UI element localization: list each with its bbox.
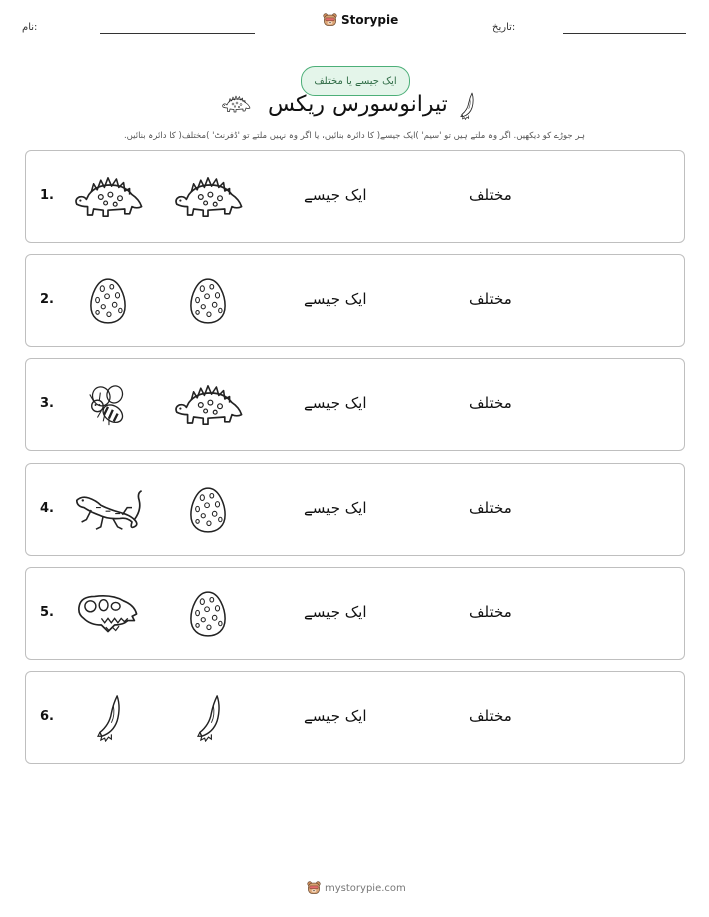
storypie-bear-icon: [323, 13, 337, 27]
question-row: [25, 463, 685, 556]
bee-icon: [84, 381, 132, 429]
stegosaurus-icon: [221, 93, 251, 115]
lizard-icon: [72, 486, 144, 534]
different-option[interactable]: مختلف: [469, 498, 512, 517]
question-row: [25, 567, 685, 660]
same-option[interactable]: ایک جیسے: [304, 185, 367, 204]
question-number: 5.: [40, 604, 54, 620]
name-line[interactable]: [100, 33, 255, 34]
name-label: نام:: [22, 22, 38, 33]
egg-icon: [189, 486, 227, 534]
date-label: تاریخ:: [492, 22, 516, 33]
question-number: 4.: [40, 500, 54, 516]
question-number: 2.: [40, 291, 54, 307]
egg-icon: [89, 277, 127, 325]
question-number: 6.: [40, 708, 54, 724]
same-option[interactable]: ایک جیسے: [304, 602, 367, 621]
claw-icon: [94, 694, 123, 742]
footer-url[interactable]: mystorypie.com: [325, 882, 406, 894]
question-number: 1.: [40, 187, 54, 203]
same-option[interactable]: ایک جیسے: [304, 393, 367, 412]
same-option[interactable]: ایک جیسے: [304, 289, 367, 308]
brand-logo: [323, 13, 398, 27]
question-row: [25, 254, 685, 347]
different-option[interactable]: مختلف: [469, 289, 512, 308]
egg-icon: [189, 590, 227, 638]
different-option[interactable]: مختلف: [469, 185, 512, 204]
different-option[interactable]: مختلف: [469, 393, 512, 412]
trex-skull-icon: [75, 590, 141, 638]
question-row: [25, 358, 685, 451]
stegosaurus-icon: [172, 381, 244, 429]
storypie-bear-icon: [307, 881, 321, 895]
question-number: 3.: [40, 395, 54, 411]
footer: [307, 881, 406, 895]
topic-pill: ایک جیسے یا مختلف: [301, 66, 410, 96]
date-line[interactable]: [563, 33, 686, 34]
stegosaurus-icon: [72, 173, 144, 221]
same-option[interactable]: ایک جیسے: [304, 498, 367, 517]
egg-icon: [189, 277, 227, 325]
question-row: [25, 671, 685, 764]
stegosaurus-icon: [172, 173, 244, 221]
claw-icon: [458, 92, 476, 120]
different-option[interactable]: مختلف: [469, 706, 512, 725]
page-title: تیرانوسورس ریکس: [268, 92, 448, 117]
brand-name: Storypie: [341, 13, 399, 27]
different-option[interactable]: مختلف: [469, 602, 512, 621]
claw-icon: [194, 694, 223, 742]
instructions: ہر جوڑے کو دیکھیں. اگر وہ ملتے ہیں تو 'سیم' )ایک جیسے( کا دائرہ بنائیں، یا اگر وہ نہیں ملتے تو 'ڈفرنٹ' )مختلف( کا دائرہ بنائیں.: [123, 131, 585, 141]
question-row: [25, 150, 685, 243]
same-option[interactable]: ایک جیسے: [304, 706, 367, 725]
